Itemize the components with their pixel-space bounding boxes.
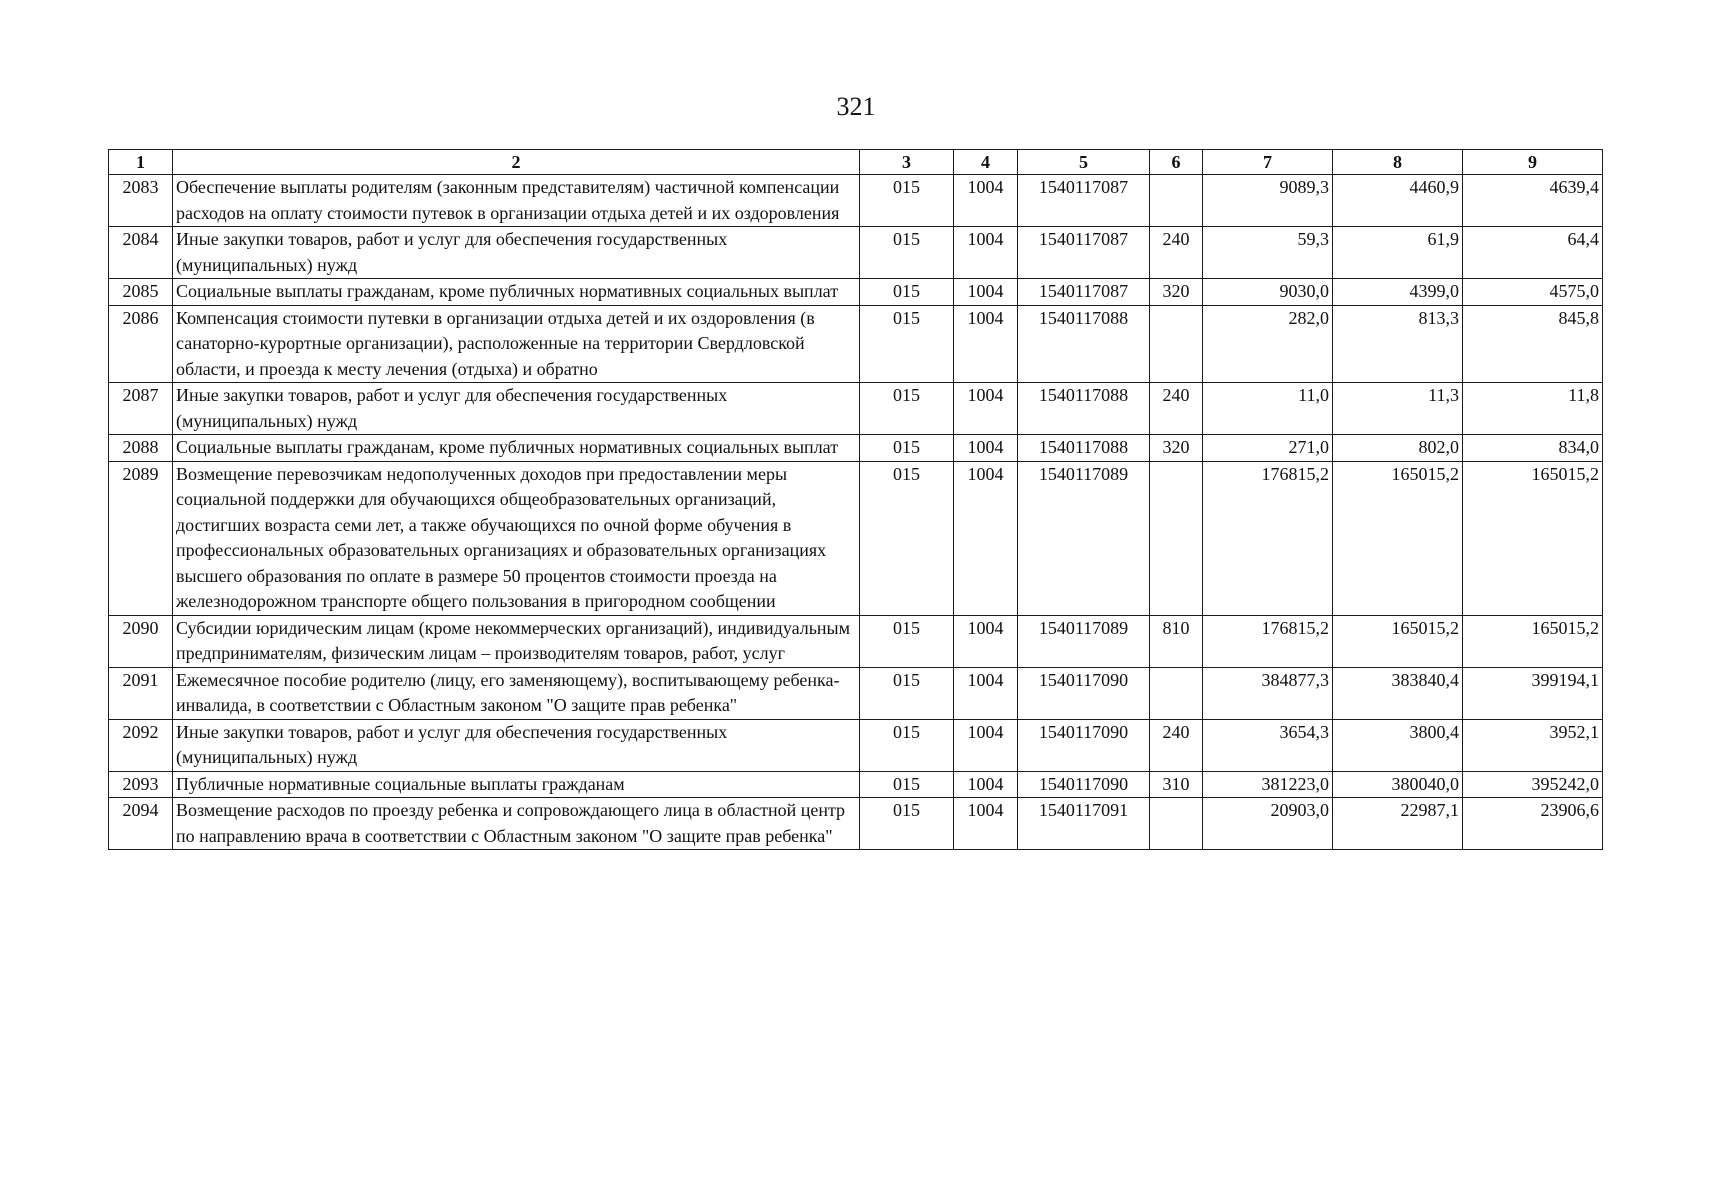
row-value-7: 3654,3 — [1203, 719, 1333, 771]
row-value-7: 59,3 — [1203, 227, 1333, 279]
row-code-5: 1540117090 — [1018, 771, 1150, 798]
row-value-7: 9030,0 — [1203, 279, 1333, 306]
row-code-3: 015 — [860, 279, 954, 306]
row-code-3: 015 — [860, 435, 954, 462]
row-code-3: 015 — [860, 305, 954, 383]
row-value-8: 22987,1 — [1333, 798, 1463, 850]
row-code-4: 1004 — [954, 719, 1018, 771]
row-value-9: 165015,2 — [1463, 461, 1603, 615]
row-code-6: 320 — [1150, 435, 1203, 462]
row-number: 2087 — [109, 383, 173, 435]
row-code-4: 1004 — [954, 667, 1018, 719]
row-value-8: 11,3 — [1333, 383, 1463, 435]
row-value-9: 4575,0 — [1463, 279, 1603, 306]
row-code-4: 1004 — [954, 798, 1018, 850]
row-code-4: 1004 — [954, 771, 1018, 798]
row-name: Иные закупки товаров, работ и услуг для обеспечения государственных (муниципальных) нужд — [173, 383, 860, 435]
row-code-6 — [1150, 175, 1203, 227]
table-row — [109, 435, 1603, 462]
row-code-6: 240 — [1150, 383, 1203, 435]
row-code-5: 1540117087 — [1018, 227, 1150, 279]
table-row — [109, 771, 1603, 798]
row-code-4: 1004 — [954, 461, 1018, 615]
row-code-4: 1004 — [954, 305, 1018, 383]
row-code-3: 015 — [860, 615, 954, 667]
row-value-7: 11,0 — [1203, 383, 1333, 435]
row-code-6 — [1150, 667, 1203, 719]
row-name: Социальные выплаты гражданам, кроме публичных нормативных социальных выплат — [173, 435, 860, 462]
table-row — [109, 383, 1603, 435]
row-code-5: 1540117091 — [1018, 798, 1150, 850]
table-row — [109, 305, 1603, 383]
row-name: Возмещение расходов по проезду ребенка и сопровождающего лица в областной центр по направлению врача в соответствии с Областным законом "О защите прав ребенка" — [173, 798, 860, 850]
row-code-4: 1004 — [954, 279, 1018, 306]
row-code-3: 015 — [860, 771, 954, 798]
row-number: 2090 — [109, 615, 173, 667]
row-value-9: 4639,4 — [1463, 175, 1603, 227]
row-code-3: 015 — [860, 227, 954, 279]
row-value-7: 176815,2 — [1203, 461, 1333, 615]
table-row — [109, 227, 1603, 279]
row-code-6: 310 — [1150, 771, 1203, 798]
row-value-7: 282,0 — [1203, 305, 1333, 383]
row-value-7: 384877,3 — [1203, 667, 1333, 719]
row-code-4: 1004 — [954, 383, 1018, 435]
row-code-6 — [1150, 798, 1203, 850]
row-number: 2089 — [109, 461, 173, 615]
row-code-3: 015 — [860, 667, 954, 719]
row-name: Обеспечение выплаты родителям (законным представителям) частичной компенсации расходов на оплату стоимости путевок в организации отдыха детей и их оздоровления — [173, 175, 860, 227]
row-value-7: 176815,2 — [1203, 615, 1333, 667]
row-number: 2086 — [109, 305, 173, 383]
row-code-5: 1540117089 — [1018, 461, 1150, 615]
row-value-8: 813,3 — [1333, 305, 1463, 383]
row-value-9: 11,8 — [1463, 383, 1603, 435]
row-code-4: 1004 — [954, 175, 1018, 227]
row-value-8: 802,0 — [1333, 435, 1463, 462]
row-value-7: 9089,3 — [1203, 175, 1333, 227]
row-code-6 — [1150, 305, 1203, 383]
row-code-6 — [1150, 461, 1203, 615]
table-row — [109, 615, 1603, 667]
row-code-6: 810 — [1150, 615, 1203, 667]
row-number: 2084 — [109, 227, 173, 279]
row-value-8: 380040,0 — [1333, 771, 1463, 798]
column-header: 4 — [954, 150, 1018, 175]
table-row — [109, 175, 1603, 227]
row-name: Иные закупки товаров, работ и услуг для обеспечения государственных (муниципальных) нужд — [173, 719, 860, 771]
row-code-5: 1540117090 — [1018, 667, 1150, 719]
row-code-6: 320 — [1150, 279, 1203, 306]
row-code-5: 1540117089 — [1018, 615, 1150, 667]
row-value-9: 64,4 — [1463, 227, 1603, 279]
row-value-7: 20903,0 — [1203, 798, 1333, 850]
row-value-8: 165015,2 — [1333, 615, 1463, 667]
column-header: 6 — [1150, 150, 1203, 175]
row-code-6: 240 — [1150, 719, 1203, 771]
column-header: 8 — [1333, 150, 1463, 175]
table-header-row — [109, 150, 1603, 175]
row-code-3: 015 — [860, 175, 954, 227]
row-number: 2092 — [109, 719, 173, 771]
column-header: 2 — [173, 150, 860, 175]
table-row — [109, 798, 1603, 850]
table-body — [109, 175, 1603, 850]
row-name: Ежемесячное пособие родителю (лицу, его заменяющему), воспитывающему ребенка-инвалида, в соответствии с Областным законом "О защите прав ребенка" — [173, 667, 860, 719]
row-value-8: 165015,2 — [1333, 461, 1463, 615]
row-code-5: 1540117088 — [1018, 305, 1150, 383]
row-value-9: 395242,0 — [1463, 771, 1603, 798]
column-header: 1 — [109, 150, 173, 175]
row-name: Иные закупки товаров, работ и услуг для обеспечения государственных (муниципальных) нужд — [173, 227, 860, 279]
row-name: Возмещение перевозчикам недополученных доходов при предоставлении меры социальной поддержки для обучающихся общеобразовательных организаций, достигших возраста семи лет, а также обучающихся по очной форме обучения в профессиональных образовательных организациях и образовательных организациях высшего образования по оплате в размере 50 процентов стоимости проезда на железнодорожном транспорте общего пользования в пригородном сообщении — [173, 461, 860, 615]
row-code-4: 1004 — [954, 615, 1018, 667]
row-code-3: 015 — [860, 719, 954, 771]
row-value-9: 834,0 — [1463, 435, 1603, 462]
row-code-5: 1540117087 — [1018, 279, 1150, 306]
table-row — [109, 667, 1603, 719]
row-code-5: 1540117087 — [1018, 175, 1150, 227]
row-value-9: 23906,6 — [1463, 798, 1603, 850]
row-number: 2093 — [109, 771, 173, 798]
column-header: 5 — [1018, 150, 1150, 175]
row-code-5: 1540117088 — [1018, 435, 1150, 462]
row-value-8: 61,9 — [1333, 227, 1463, 279]
row-value-8: 383840,4 — [1333, 667, 1463, 719]
table-row — [109, 279, 1603, 306]
row-code-3: 015 — [860, 798, 954, 850]
row-value-8: 3800,4 — [1333, 719, 1463, 771]
column-header: 3 — [860, 150, 954, 175]
row-name: Субсидии юридическим лицам (кроме некоммерческих организаций), индивидуальным предпринимателям, физическим лицам – производителям товаров, работ, услуг — [173, 615, 860, 667]
row-value-9: 845,8 — [1463, 305, 1603, 383]
budget-table — [108, 149, 1603, 850]
row-value-8: 4460,9 — [1333, 175, 1463, 227]
row-name: Публичные нормативные социальные выплаты гражданам — [173, 771, 860, 798]
row-code-5: 1540117088 — [1018, 383, 1150, 435]
row-code-3: 015 — [860, 461, 954, 615]
row-number: 2088 — [109, 435, 173, 462]
row-code-5: 1540117090 — [1018, 719, 1150, 771]
row-number: 2094 — [109, 798, 173, 850]
page-number: 321 — [836, 92, 876, 121]
row-number: 2091 — [109, 667, 173, 719]
column-header: 7 — [1203, 150, 1333, 175]
table-row — [109, 719, 1603, 771]
row-code-3: 015 — [860, 383, 954, 435]
column-header: 9 — [1463, 150, 1603, 175]
row-name: Компенсация стоимости путевки в организации отдыха детей и их оздоровления (в санаторно-курортные организации), расположенные на территории Свердловской области, и проезда к месту лечения (отдыха) и обратно — [173, 305, 860, 383]
row-code-4: 1004 — [954, 227, 1018, 279]
row-code-4: 1004 — [954, 435, 1018, 462]
row-code-6: 240 — [1150, 227, 1203, 279]
row-value-7: 271,0 — [1203, 435, 1333, 462]
row-number: 2085 — [109, 279, 173, 306]
row-name: Социальные выплаты гражданам, кроме публичных нормативных социальных выплат — [173, 279, 860, 306]
row-value-7: 381223,0 — [1203, 771, 1333, 798]
row-value-9: 3952,1 — [1463, 719, 1603, 771]
row-number: 2083 — [109, 175, 173, 227]
row-value-8: 4399,0 — [1333, 279, 1463, 306]
row-value-9: 165015,2 — [1463, 615, 1603, 667]
table-row — [109, 461, 1603, 615]
row-value-9: 399194,1 — [1463, 667, 1603, 719]
